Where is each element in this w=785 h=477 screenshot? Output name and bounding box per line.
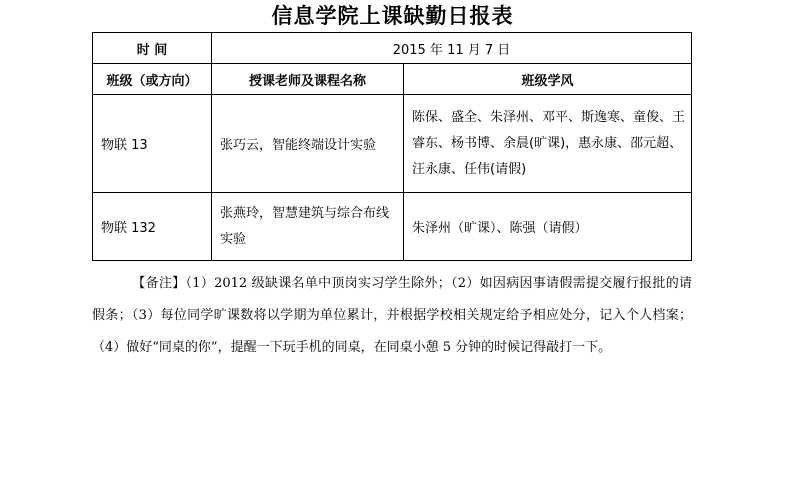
- report-date: 2015 年 11 月 7 日: [212, 33, 692, 64]
- class-cell: 物联 132: [93, 193, 212, 261]
- study-style-cell: 朱泽州（旷课）、陈强（请假）: [404, 193, 692, 261]
- report-title: 信息学院上课缺勤日报表: [271, 4, 514, 28]
- teacher-course-cell: 张巧云，智能终端设计实验: [212, 95, 404, 193]
- class-cell: 物联 13: [93, 95, 212, 193]
- teacher-course-cell: 张燕玲，智慧建筑与综合布线实验: [212, 193, 404, 261]
- notes-paragraph: [92, 268, 692, 364]
- notes-text: （1）2012 级缺课名单中顶岗实习学生除外；（2）如因病因事请假需提交履行报批的请假条；（3）每位同学旷课数将以学期为单位累计，并根据学校相关规定给予相应处分，记入个人档案；（4）做好“同桌的你”，提醒一下玩手机的同桌，在同桌小憩 5 分钟的时候记得敲打一下。: [92, 276, 692, 355]
- teacher-course-column-header: 授课老师及课程名称: [212, 64, 404, 95]
- table-row-date: [93, 33, 692, 64]
- table-row: [93, 95, 692, 193]
- study-style-cell: 陈保、盛全、朱泽州、邓平、斯逸寒、童俊、王睿东、杨书博、余晨(旷课)，惠永康、邵元超、汪永康、任伟(请假): [404, 95, 692, 193]
- notes-label: 【备注】: [132, 276, 186, 291]
- study-style-column-header: 班级学风: [404, 64, 692, 95]
- time-header: 时 间: [93, 33, 212, 64]
- table-row: [93, 193, 692, 261]
- table-row-header: [93, 64, 692, 95]
- absence-report-table: [92, 32, 692, 261]
- class-column-header: 班级（或方向）: [93, 64, 212, 95]
